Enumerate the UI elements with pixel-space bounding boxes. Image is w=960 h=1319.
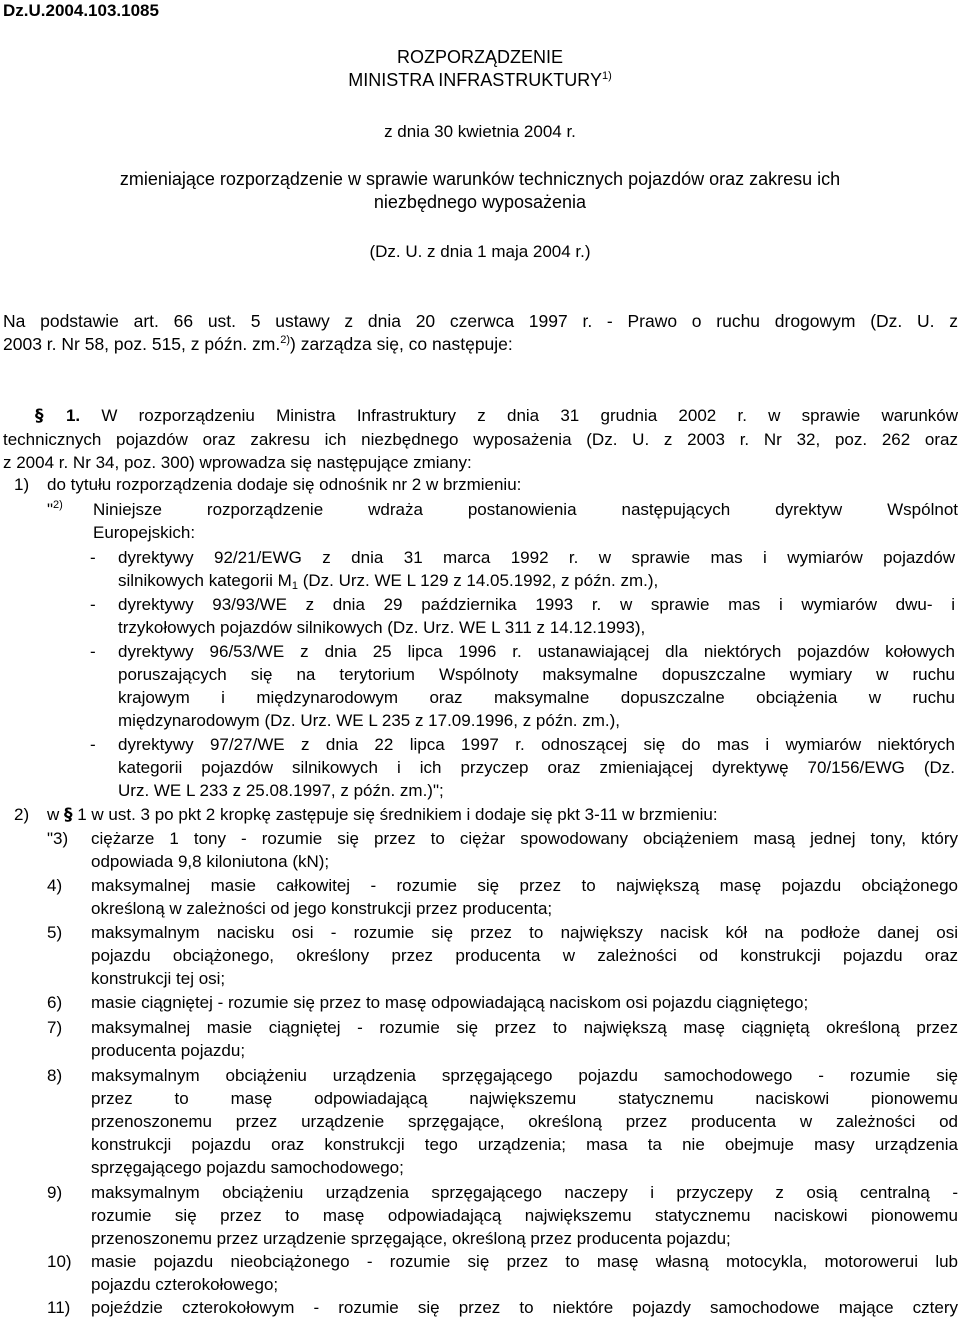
legal-basis <box>3 310 958 356</box>
subject-line-2: niezbędnego wyposażenia <box>373 192 587 212</box>
document-title <box>0 46 960 92</box>
directive-1-line-2: silnikowych kategorii $M_1$ (Dz. Urz. WE L 129 z 14.05.1992, z późn. zm.), <box>118 571 659 592</box>
subject-line-1: zmieniające rozporządzenie w sprawie warunków technicznych pojazdów oraz zakresu ich <box>119 169 841 189</box>
item-number: 2) <box>14 805 30 824</box>
basis-line-2-a: 2003 r. Nr 58, poz. 515, z późn. zm. <box>3 334 281 354</box>
section-1-line-3: z 2004 r. Nr 34, poz. 300) wprowadza się następujące zmiany: <box>3 453 472 472</box>
title-line-1: ROZPORZĄDZENIE <box>396 47 563 67</box>
footnote-quote: "$^{2)}$ <box>47 499 63 519</box>
basis-line-1: Na podstawie art. 66 ust. 5 ustawy z dnia 20 czerwca 1997 r. - Prawo o ruchu drogowym (Dz. U. z <box>3 311 958 331</box>
title-line-2-text: MINISTRA INFRASTRUKTURY <box>348 70 602 90</box>
basis-line-2 <box>3 334 513 354</box>
basis-line-2-b: ) zarządza się, co następuje: <box>290 334 513 354</box>
section-1-line-2: technicznych pojazdów oraz zakresu ich niezbędnego wyposażenia (Dz. U. z 2003 r. Nr 32, poz. 262 oraz <box>3 430 958 449</box>
footnote-line-1: Niniejsze rozporządzenie wdraża postanowienia następujących dyrektyw Wspólnot <box>93 500 958 519</box>
title-line-2 <box>0 69 960 92</box>
section-1-line-1: § 1. W rozporządzeniu Ministra Infrastruktury z dnia 31 grudnia 2002 r. w sprawie warunków <box>35 406 959 426</box>
journal-reference: (Dz. U. z dnia 1 maja 2004 r.) <box>369 242 591 261</box>
item-number: 1) <box>14 475 30 494</box>
document-date: z dnia 30 kwietnia 2004 r. <box>384 122 576 141</box>
footnote-ref-1: 1) <box>601 70 612 82</box>
section-sign: § 1. <box>35 406 81 426</box>
document-subject <box>0 168 960 214</box>
footnote-ref-2: 2) <box>280 334 291 346</box>
document-page: Dz.U.2004.103.1085 ROZPORZĄDZENIE MINISTRA INFRASTRUKTURY$^{1)}$ z dnia 30 kwietnia 2004 r. zmieniające rozporządzenie w sprawie warunków technicznych pojazdów oraz zakresu ich niezbędnego wyposażenia (Dz. U. z dnia 1 maja 2004 r.) Na podstawie art. 66 ust. 5 ustawy z dnia 20 czerwca 1997 r. - Prawo o ruchu drogowym (Dz. U. z 2003 r. Nr 58, poz. 515, z późn. zm.$^{2)}$) zarządza się, co następuje: § 1. W rozporządzeniu Ministra Infrastruktury z dnia 31 grudnia 2002 r. w sprawie warunków technicznych pojazdów oraz zakresu ich niezbędnego wyposażenia (Dz. U. z 2003 r. Nr 32, poz. 262 oraz z 2004 r. Nr 34, poz. 300) wprowadza się następujące zmiany: 1) do tytułu rozporządzenia dodaje się odnośnik nr 2 w brzmieniu: "$^{2)}$ Niniejsze rozporządzenie wdraża postanowienia następujących dyrektyw Wspólnot Europejskich: - dyrektywy 92/21/EWG z dnia 31 marca 1992 r. w sprawie mas i wymiarów pojazdów silnikowych kategorii $M_1$ (Dz. Urz. WE L 129 z 14.05.1992, z późn. zm.), - dyrektywy 93/93/WE z dnia 29 października 1993 r. w sprawie mas i wymiarów dwu- i trzykołowych pojazdów silnikowych (Dz. Urz. WE L 311 z 14.12.1993), - dyrektywy 96/53/WE z dnia 25 lipca 1996 r. ustanawiającej dla niektórych pojazdów kołowych poruszających się na terytorium Wspólnoty maksymalne dopuszczalne wymiary w ruchu krajowym i międzynarodowym oraz maksymalne dopuszczalne obciążenia w ruchu międzynarodowym (Dz. Urz. WE L 235 z 17.09.1996, z późn. zm.), - dyrektywy 97/27/WE z dnia 22 lipca 1997 r. odnoszącej się do mas i wymiarów niektórych kategorii pojazdów silnikowych i ich przyczep oraz zmieniającej dyrektywę 70/156/EWG (Dz. Urz. WE L 233 z 25.08.1997, z późn. zm.)"; 2) w § 1 w ust. 3 po pkt 2 kropkę zastępuje się średnikiem i dodaje się pkt 3-11 w brzmieniu: "3) ciężarze 1 tony - rozumie się przez to ciężar spowodowany obciążeniem masą jednej tony, który odpowiada 9,8 kiloniutona (kN); 4) maksymalnej masie całkowitej - rozumie się przez to największą masę pojazdu obciążonego określoną w zależności od jego konstrukcji przez producenta; 5) maksymalnym nacisku osi - rozumie się przez to największy nacisk kół na podłoże danej osi pojazdu obciążonego, określony przez producenta w zależności od konstrukcji pojazdu oraz konstrukcji tej osi; 6) masie ciągniętej - rozumie się przez to masę odpowiadającą naciskom osi pojazdu ciągniętego; 7) maksymalnej masie ciągniętej - rozumie się przez to największą masę ciągniętą określoną przez producenta pojazdu; 8) maksymalnym obciążeniu urządzenia sprzęgającego pojazdu samochodowego - rozumie się przez to masę odpowiadającą największemu statycznemu naciskowi pionowemu przenoszonemu przez urządzenie sprzęgające, określoną przez producenta w zależności od konstrukcji pojazdu oraz konstrukcji tego urządzenia; masa ta nie obejmuje masy urządzenia sprzęgającego pojazdu samochodowego; 9) maksymalnym obciążeniu urządzenia sprzęgającego naczepy i przyczepy z osią centralną - rozumie się przez to masę odpowiadającą największemu statycznemu naciskowi pionowemu przenoszonemu przez urządzenie sprzęgające, określoną przez producenta pojazdu; 10) masie pojazdu nieobciążonego - rozumie się przez to masę własną motocykla, motorowerui lub pojazdu czterokołowego; 11) pojeździe czterokołowym - rozumie się przez to niektóre pojazdy samochodowe mające cztery <box>0 0 960 1319</box>
item-text: w § 1 w ust. 3 po pkt 2 kropkę zastępuje się średnikiem i dodaje się pkt 3-11 w brzmieniu: <box>47 805 718 825</box>
section-1 <box>3 404 958 474</box>
directive-1-line-1: dyrektywy 92/21/EWG z dnia 31 marca 1992 r. w sprawie mas i wymiarów pojazdów <box>118 548 955 567</box>
item-text: do tytułu rozporządzenia dodaje się odnośnik nr 2 w brzmieniu: <box>47 475 522 494</box>
footnote-line-2: Europejskich: <box>93 523 196 542</box>
document-id: Dz.U.2004.103.1085 <box>3 1 159 20</box>
